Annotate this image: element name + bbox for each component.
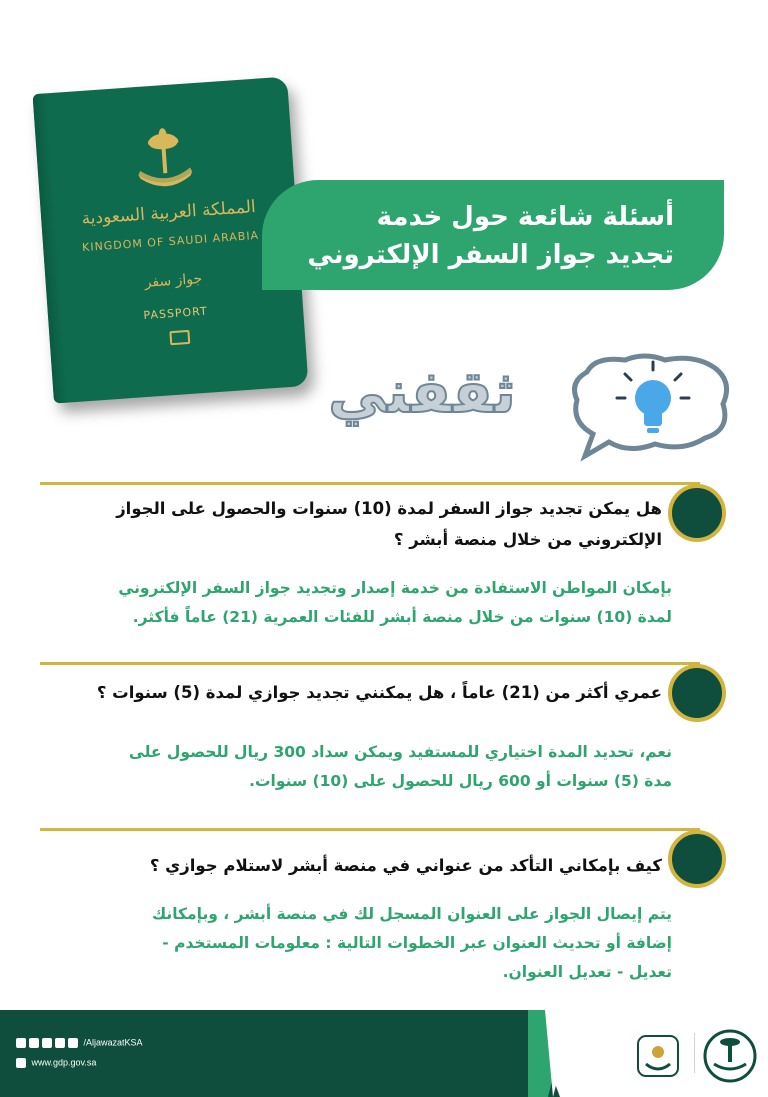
footer-website[interactable]: www.gdp.gov.sa (31, 1057, 97, 1068)
emblem-icon (127, 123, 202, 198)
faq-answer-3 (40, 900, 672, 987)
faq-marker-1 (668, 484, 726, 542)
facebook-icon[interactable] (29, 1038, 39, 1048)
faq-answer-2-line-1: نعم، تحديد المدة اختياري للمستفيد ويمكن سداد 300 ريال للحصول على (128, 743, 672, 761)
passport-word-english: PASSPORT (143, 304, 209, 323)
faq-answer-3-line-1: يتم إيصال الجواز على العنوان المسجل لك في منصة أبشر ، وبإمكانك (151, 905, 672, 923)
faq-answer-3-line-2: إضافة أو تحديث العنوان عبر الخطوات التالية : معلومات المستخدم - (162, 934, 672, 952)
passport-country-english: KINGDOM OF SAUDI ARABIA (81, 228, 260, 255)
faq-question-2-line-1: عمري أكثر من (21) عاماً ، هل يمكنني تجديد جوازي لمدة (5) سنوات ؟ (96, 683, 662, 702)
jawazat-logo (632, 1030, 684, 1082)
chip-icon (169, 330, 190, 345)
ministry-logo (702, 1028, 758, 1084)
instagram-icon[interactable] (68, 1038, 78, 1048)
passport-country-arabic: المملكة العربية السعودية (80, 197, 257, 230)
globe-icon (16, 1058, 26, 1068)
faq-answer-2-line-2: مدة (5) سنوات أو 600 ريال للحصول على (10) سنوات. (249, 772, 672, 790)
faq-answer-1 (40, 574, 672, 632)
title-line-1: أسئلة شائعة حول خدمة (376, 202, 674, 232)
footer-handle[interactable]: /AljawazatKSA (83, 1037, 143, 1048)
faq-question-1 (40, 493, 662, 555)
snapchat-icon[interactable] (55, 1038, 65, 1048)
footer-logo-divider (694, 1033, 695, 1073)
passport-word-arabic: جواز سفر (144, 270, 203, 291)
title-line-2: تجديد جواز السفر الإلكتروني (307, 240, 674, 270)
faq-marker-2 (668, 664, 726, 722)
faq-divider-1 (40, 482, 700, 485)
thaqafni-logo: ثقفني (328, 358, 516, 426)
lightbulb-icon (565, 352, 735, 462)
faq-question-3-line-1: كيف بإمكاني التأكد من عنواني في منصة أبشر لاستلام جوازي ؟ (149, 856, 662, 875)
faq-question-2 (40, 677, 662, 708)
footer-social-row (16, 1037, 143, 1048)
faq-divider-3 (40, 828, 700, 831)
faq-answer-2 (40, 738, 672, 796)
faq-question-1-line-2: الإلكتروني من خلال منصة أبشر ؟ (393, 530, 662, 549)
faq-question-1-line-1: هل يمكن تجديد جواز السفر لمدة (10) سنوات والحصول على الجواز (116, 499, 662, 518)
faq-question-3 (40, 850, 662, 881)
faq-marker-3 (668, 830, 726, 888)
youtube-icon[interactable] (16, 1038, 26, 1048)
faq-answer-3-line-3: تعديل - تعديل العنوان. (502, 963, 672, 981)
faq-divider-2 (40, 662, 700, 665)
title-banner (262, 180, 724, 290)
footer-website-row (16, 1057, 96, 1068)
faq-answer-1-line-2: لمدة (10) سنوات من خلال منصة أبشر للفئات العمرية (21) عاماً فأكثر. (132, 608, 672, 626)
twitter-icon[interactable] (42, 1038, 52, 1048)
faq-answer-1-line-1: بإمكان المواطن الاستفادة من خدمة إصدار وتجديد جواز السفر الإلكتروني (118, 579, 672, 597)
